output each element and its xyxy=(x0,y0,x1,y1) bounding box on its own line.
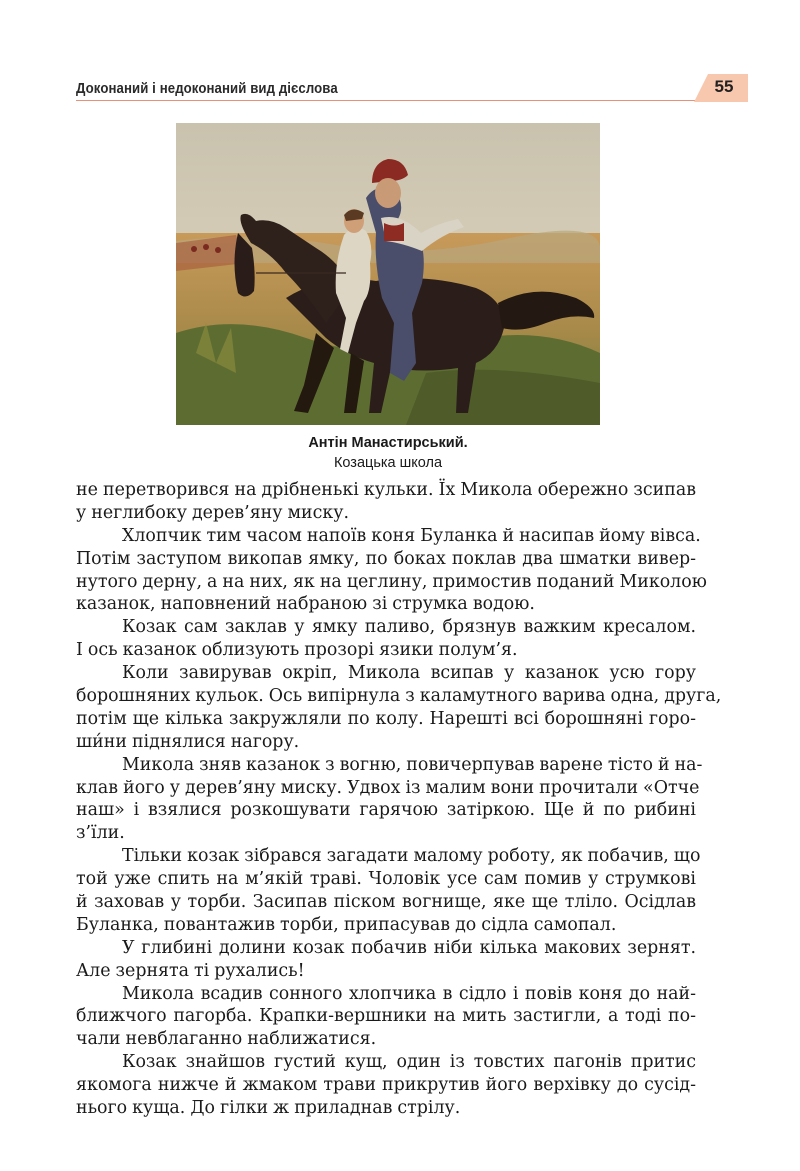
caption-author: Антін Манастирський. xyxy=(308,435,468,451)
text-line: Козак сам заклав у ямку паливо, брязнув важким кресалом. xyxy=(122,617,696,638)
text-line: Але зернята ті рухались! xyxy=(76,960,305,981)
text-line: з’їли. xyxy=(76,823,125,844)
text-line: й заховав у торби. Засипав піском вогнище, яке ще тліло. Осідлав xyxy=(76,892,696,913)
text-line: Потім заступом викопав ямку, по боках поклав два шматки вивер- xyxy=(76,548,696,569)
text-line: ближчого пагорба. Крапки-вершники на мить застигли, а тоді по- xyxy=(76,1006,696,1027)
running-header xyxy=(76,74,748,102)
body-text xyxy=(76,479,722,1120)
text-line: казанок, наповнений набраною зі струмка водою. xyxy=(76,594,535,615)
figure-caption xyxy=(176,433,600,473)
text-line: клав його у дерев’яну миску. Удвох із малим вони прочитали «Отче xyxy=(76,777,700,798)
text-line: І ось казанок облизують прозорі язики полум’я. xyxy=(76,640,518,661)
text-line: наш» і взялися розкошувати гарячою затіркою. Ще й по рибині xyxy=(76,800,696,821)
text-line: Тільки козак зібрався загадати малому роботу, як побачив, що xyxy=(122,846,701,867)
text-line: ши́ни піднялися нагору. xyxy=(76,731,300,752)
text-line: у неглибоку дерев’яну миску. xyxy=(76,502,350,523)
painting-illustration xyxy=(176,123,600,425)
text-line: Буланка, повантажив торби, припасував до сідла самопал. xyxy=(76,914,617,935)
text-line: Микола зняв казанок з вогню, повичерпував варене тісто й на- xyxy=(122,754,703,775)
text-line: нутого дерну, а на них, як на цеглину, примостив поданий Миколою xyxy=(76,571,707,592)
header-rule xyxy=(76,100,702,101)
chapter-title: Доконаний і недоконаний вид дієслова xyxy=(76,80,338,97)
text-line: не перетворився на дрібненькі кульки. Їх Микола обережно зсипав xyxy=(76,480,696,500)
caption-title: Козацька школа xyxy=(333,455,443,471)
page-number: 55 xyxy=(714,77,734,96)
text-line: Хлопчик тим часом напоїв коня Буланка й насипав йому вівса. xyxy=(122,525,701,546)
text-line: нього куща. До гілки ж приладнав стрілу. xyxy=(76,1098,461,1119)
text-line: Микола всадив сонного хлопчика в сідло і повів коня до най- xyxy=(122,983,696,1004)
cossack-on-horse-painting xyxy=(176,123,600,425)
text-line: Коли завирував окріп, Микола всипав у казанок усю гору xyxy=(122,663,696,684)
text-line: потім ще кілька закружляли по колу. Нарешті всі борошняні горо- xyxy=(76,708,696,729)
text-line: якомога нижче й жмаком трави прикрутив його верхівку до сусід- xyxy=(76,1075,696,1096)
text-line: чали невблаганно наближатися. xyxy=(76,1029,377,1050)
text-line: Козак знайшов густий кущ, один із товстих пагонів притис xyxy=(122,1052,696,1073)
text-line: У глибині долини козак побачив ніби кілька макових зернят. xyxy=(122,937,696,958)
text-line: борошняних кульок. Ось випірнула з каламутного варива одна, друга, xyxy=(76,686,722,707)
text-line: той уже спить на м’якій траві. Чоловік усе сам помив у струмкові xyxy=(76,869,696,890)
